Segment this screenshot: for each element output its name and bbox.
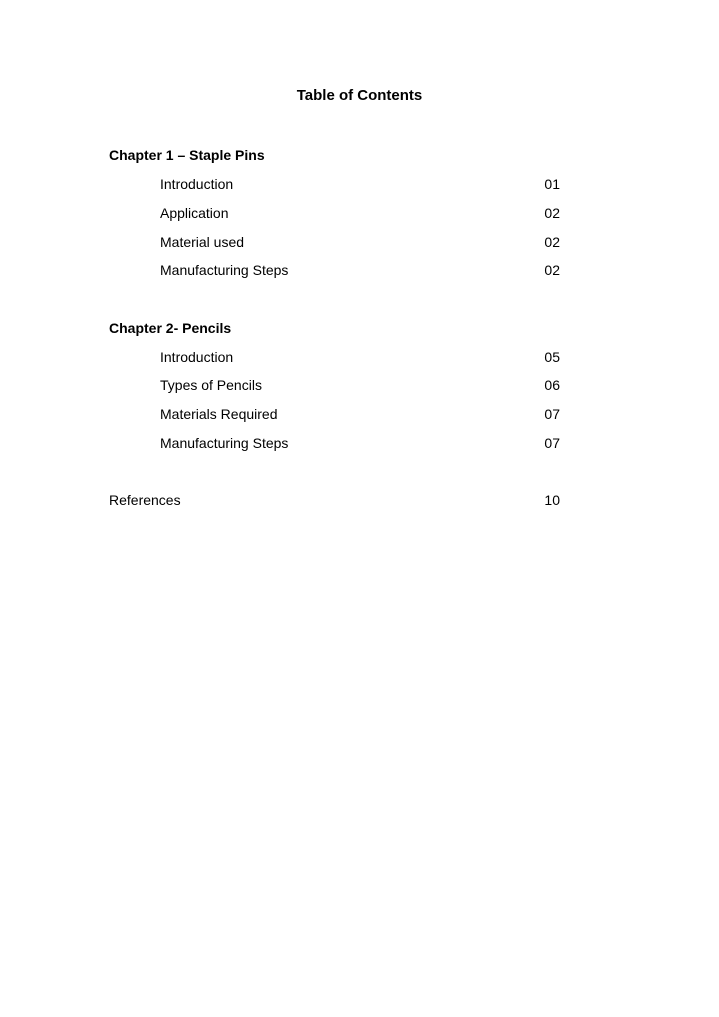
toc-entry-label: Application: [160, 205, 229, 221]
toc-entry-page: 02: [544, 234, 560, 250]
references-label: References: [109, 492, 181, 508]
toc-entry-label: Manufacturing Steps: [160, 435, 289, 451]
toc-entry: [160, 205, 560, 223]
chapter-1-heading: Chapter 1 – Staple Pins: [109, 147, 265, 163]
toc-entry-label: Types of Pencils: [160, 377, 262, 393]
toc-entry-label: Materials Required: [160, 406, 278, 422]
toc-entry-label: Introduction: [160, 349, 234, 365]
toc-entry: [160, 435, 560, 453]
page-title: Table of Contents: [296, 87, 423, 104]
toc-entry: [160, 377, 560, 395]
toc-entry: [160, 262, 560, 280]
chapter-2-heading: Chapter 2- Pencils: [109, 320, 232, 336]
references-page: 10: [544, 492, 560, 508]
toc-entry-label: Introduction: [160, 176, 234, 192]
toc-entry: [160, 349, 560, 367]
toc-entry-label: Manufacturing Steps: [160, 262, 289, 278]
toc-entry-page: 07: [544, 406, 560, 422]
toc-entry-page: 07: [544, 435, 560, 451]
toc-entry: [160, 234, 560, 252]
references-entry: [109, 492, 560, 510]
toc-entry-page: 02: [544, 262, 560, 278]
toc-entry-page: 06: [544, 377, 560, 393]
toc-entry: [160, 406, 560, 424]
toc-entry-page: 02: [544, 205, 560, 221]
toc-entry-page: 01: [544, 176, 560, 192]
toc-entry: [160, 176, 560, 194]
toc-entry-label: Material used: [160, 234, 245, 250]
toc-entry-page: 05: [544, 349, 560, 365]
